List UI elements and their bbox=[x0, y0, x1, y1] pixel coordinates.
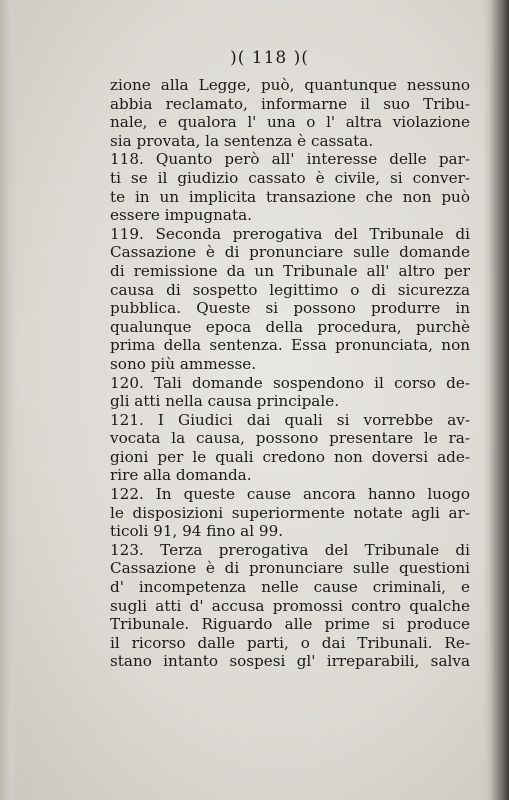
text-line: sono più ammesse. bbox=[110, 354, 257, 373]
text-line: pubblica. Queste si possono produrre in bbox=[110, 299, 470, 318]
text-line: 119. Seconda prerogativa del Tribunale di bbox=[110, 224, 470, 243]
text-line: sugli atti d' accusa promossi contro qualche bbox=[110, 596, 470, 615]
text-line: sia provata, la sentenza è cassata. bbox=[110, 131, 374, 150]
text-line: ticoli 91, 94 fino al 99. bbox=[110, 522, 284, 541]
text-line: ti se il giudizio cassato è civile, si conver- bbox=[110, 168, 470, 187]
text-line: stano intanto sospesi gl' irreparabili, salva bbox=[110, 652, 470, 671]
page-right-edge-shadow bbox=[483, 0, 509, 800]
text-line: gioni per le quali credono non doversi ade- bbox=[110, 447, 470, 466]
text-line: 121. I Giudici dai quali si vorrebbe av- bbox=[110, 410, 470, 429]
page-left-edge-shadow bbox=[0, 0, 18, 800]
text-line: Cassazione è di pronunciare sulle domande bbox=[110, 243, 470, 262]
text-line: il ricorso dalle parti, o dai Tribunali. Re- bbox=[110, 633, 470, 652]
text-line: te in un implicita transazione che non può bbox=[110, 187, 470, 206]
text-line: di remissione da un Tribunale all' altro per bbox=[110, 261, 470, 280]
text-line: zione alla Legge, può, quantunque nessuno bbox=[110, 76, 470, 94]
text-line: le disposizioni superiormente notate agli ar- bbox=[110, 503, 470, 522]
text-line: causa di sospetto legittimo o di sicurezza bbox=[110, 280, 470, 299]
text-line: 120. Tali domande sospendono il corso de- bbox=[110, 373, 470, 392]
text-line: vocata la causa, possono presentare le ra- bbox=[110, 429, 470, 448]
text-line: rire alla domanda. bbox=[110, 466, 252, 485]
text-line: 122. In queste cause ancora hanno luogo bbox=[110, 485, 470, 504]
text-line: Tribunale. Riguardo alle prime si produce bbox=[110, 615, 470, 634]
body-text bbox=[110, 76, 470, 671]
page-number-header: )( 118 )( bbox=[230, 48, 309, 68]
text-line: 123. Terza prerogativa del Tribunale di bbox=[110, 540, 470, 559]
text-line: essere impugnata. bbox=[110, 206, 252, 225]
text-line: gli atti nella causa principale. bbox=[110, 392, 340, 411]
text-line: prima della sentenza. Essa pronunciata, non bbox=[110, 336, 470, 355]
text-line: d' incompetenza nelle cause criminali, e bbox=[110, 578, 470, 597]
text-line: 118. Quanto però all' interesse delle par- bbox=[110, 150, 470, 169]
text-line: nale, e qualora l' una o l' altra violazione bbox=[110, 113, 470, 132]
text-line: abbia reclamato, informarne il suo Tribu- bbox=[110, 94, 470, 113]
text-line: qualunque epoca della procedura, purchè bbox=[110, 317, 470, 336]
text-line: Cassazione è di pronunciare sulle questioni bbox=[110, 559, 470, 578]
